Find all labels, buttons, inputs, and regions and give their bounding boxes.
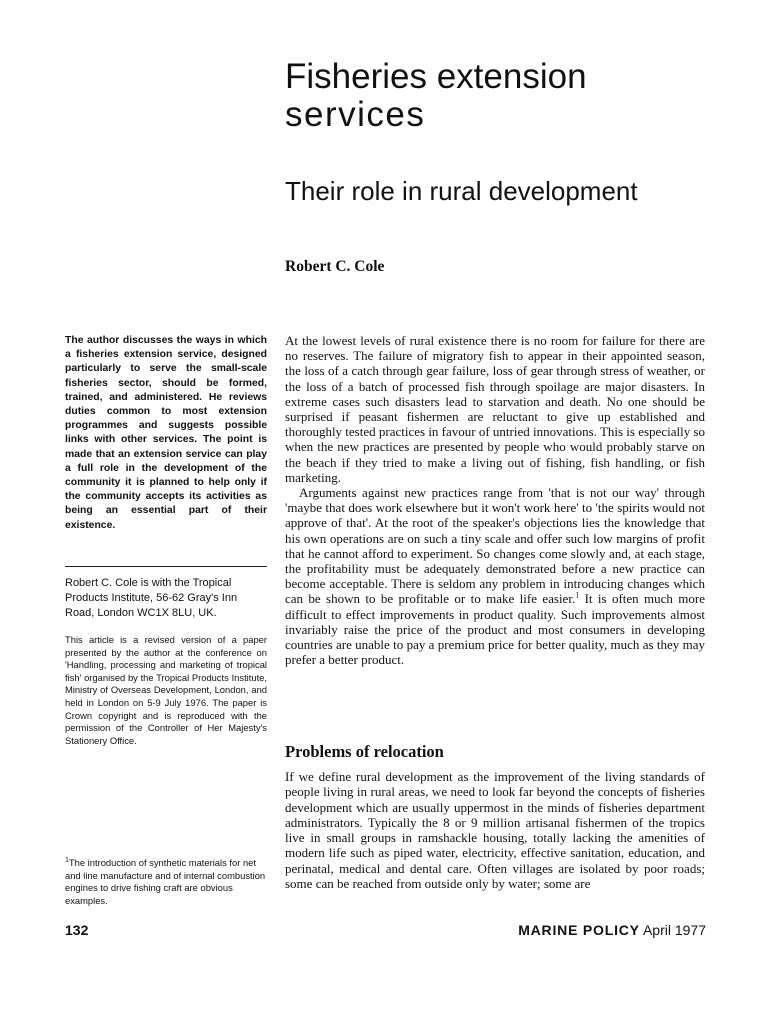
paragraph-2-text-a: Arguments against new practices range from 'that is not our way' through 'maybe that does work elsewhere but it won't work here' to 'the spirits would not approve of that'. At the root of the speaker's objections lies the knowledge that his own operations are on such a tiny scale and offer such low margins of profit that he cannot afford to experiment. So changes come slowly and, at each stage, the profitability must be adequately demonstrated before a new practice can become acceptable. There is seldom any problem in introducing changes which can be shown to be profitable or to make life easier.: [285, 485, 705, 607]
journal-name: MARINE POLICY: [518, 922, 640, 938]
title-line-1: Fisheries extension: [285, 57, 587, 96]
title-line-2: services: [285, 95, 426, 134]
body-paragraph-1: At the lowest levels of rural existence there is no room for failure for there are no reserves. The failure of migratory fish to appear in their appointed season, the loss of a catch through gear failure, loss of gear through stress of weather, or the loss of a batch of processed fish through spoilage are major disasters. In extreme cases such disasters lead to starvation and death. No one should be surprised if peasant fishermen are reluctant to give up established and thoroughly tested practices in favour of untried innovations. This is especially so when the new practices are presented by people who would probably starve on the beach if they tried to make a living out of fishing, fish handling, or fish marketing.: [285, 333, 706, 485]
author-affiliation: Robert C. Cole is with the Tropical Products Institute, 56-62 Gray's Inn Road, London WC1X 8LU, UK.: [65, 577, 238, 619]
issue-date: April 1977: [642, 922, 706, 938]
section-body: [285, 769, 705, 891]
footnote: [65, 855, 267, 908]
page-number: 132: [65, 922, 89, 938]
body-paragraph-2: [285, 485, 705, 667]
article-title: [285, 58, 725, 134]
article-subtitle: Their role in rural development: [285, 176, 638, 206]
author-name: Robert C. Cole: [285, 258, 385, 275]
section-heading: Problems of relocation: [285, 742, 444, 761]
footnote-text: The introduction of synthetic materials for net and line manufacture and of internal combustion engines to drive fishing craft are obvious examples.: [65, 857, 266, 906]
sidebar-divider: [65, 566, 267, 567]
footnote-marker: 1: [65, 857, 69, 864]
body-paragraph-3: If we define rural development as the improvement of the living standards of people living in rural areas, we need to look far beyond the concepts of fisheries development which are usually uppermost in the minds of fisheries department administrators. Typically the 8 or 9 million artisanal fishermen of the tropics live in small groups in ramshackle housing, totally lacking the amenities of modern life such as piped water, electricity, effective sanitation, education, and perinatal, medical and dental care. Often villages are isolated by poor roads; some can be reached from outside only by water; some are: [285, 769, 705, 892]
running-footer: [518, 922, 706, 938]
abstract: The author discusses the ways in which a fisheries extension service, designed particularly to serve the small-scale fisheries sector, should be formed, trained, and administered. He reviews duties common to most extension programmes and suggests possible links with other services. The point is made that an extension service can play a full role in the development of the community it is planned to help only if the community accepts its activities as being an essential part of their existence.: [65, 335, 267, 531]
body-text: [285, 333, 705, 667]
publication-note: This article is a revised version of a paper presented by the author at the conference on 'Handling, processing and marketing of tropical fish' organised by the Tropical Products Institute, Ministry of Overseas Development, London, and held in London on 5-9 July 1976. The paper is Crown copyright and is reproduced with the permission of the Controller of Her Majesty's Stationery Office.: [65, 634, 267, 746]
footnote-reference: 1: [575, 591, 580, 601]
paragraph-2-text-b: It is often much more difficult to effect improvements in product quality. Such improvements almost invariably raise the price of the product and most consumers in developing countries are unable to pay a premium price for better quality, much as they may prefer a better product.: [285, 591, 705, 668]
